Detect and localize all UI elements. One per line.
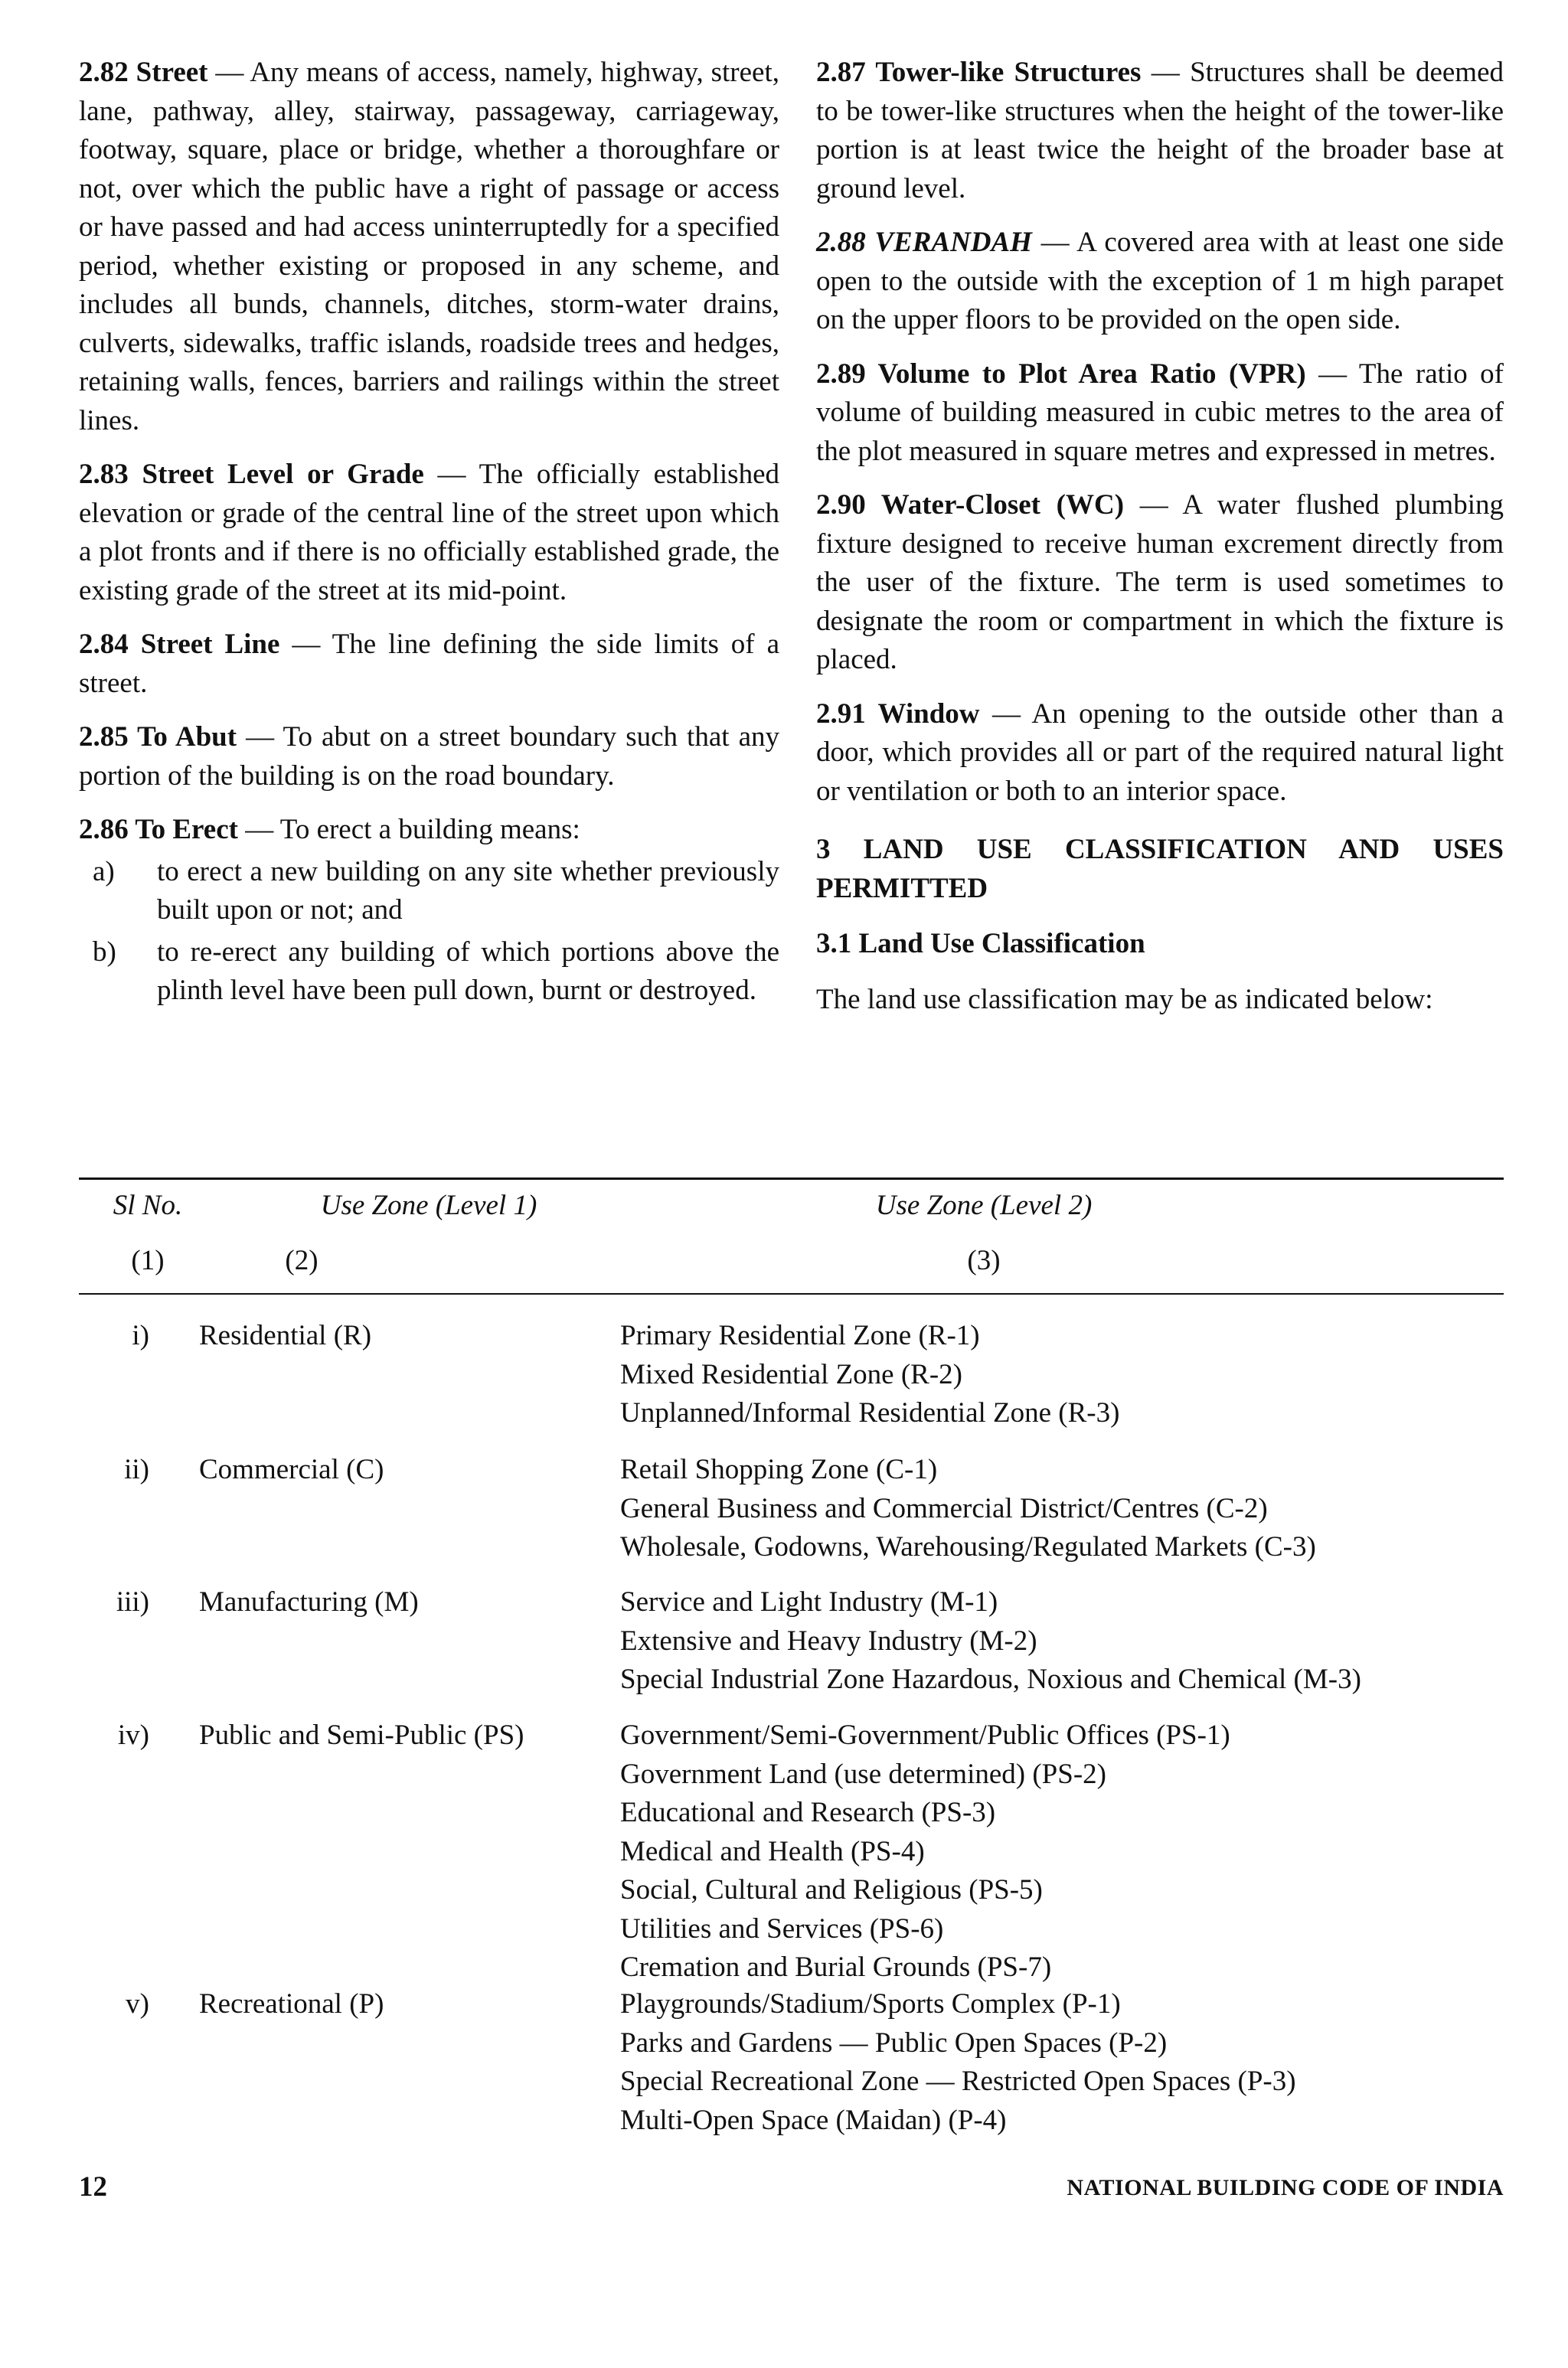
row-level1: Recreational (P) <box>199 1988 384 2020</box>
column-number: (1) <box>131 1245 165 1276</box>
clause-text: — To erect a building means: <box>237 814 580 845</box>
clause-2-91 <box>816 695 1504 812</box>
clause-term: 2.90 Water-Closet (WC) <box>816 489 1125 521</box>
level2-item: Extensive and Heavy Industry (M-2) <box>620 1625 1037 1657</box>
list-marker: b) <box>93 936 116 968</box>
clause-2-90 <box>816 486 1504 680</box>
row-level2 <box>620 1716 1504 1987</box>
clause-text: — A covered area with at least one side open to the outside with the exception of 1 m high parapet on the upper floors to be provided on the open side. <box>816 227 1504 335</box>
row-level2 <box>620 1583 1504 1700</box>
table-top-rule <box>79 1177 1504 1180</box>
clause-2-84 <box>79 625 779 703</box>
list-item <box>79 853 779 930</box>
level2-item: Retail Shopping Zone (C-1) <box>620 1454 938 1485</box>
clause-2-83 <box>79 456 779 610</box>
row-sl-no: iv) <box>117 1720 149 1751</box>
clause-2-85 <box>79 718 779 795</box>
clause-term: 2.89 Volume to Plot Area Ratio (VPR) <box>816 358 1306 390</box>
row-level1: Commercial (C) <box>199 1454 384 1485</box>
left-column <box>79 54 779 1014</box>
row-level2 <box>620 1985 1504 2140</box>
subsection-heading: 3.1 Land Use Classification <box>816 928 1145 959</box>
clause-2-86 <box>79 811 779 850</box>
level2-item: Parks and Gardens — Public Open Spaces (P-2) <box>620 2027 1168 2059</box>
row-level1: Manufacturing (M) <box>199 1586 419 1618</box>
row-sl-no: ii) <box>124 1454 149 1485</box>
level2-item: Special Industrial Zone Hazardous, Noxious and Chemical (M-3) <box>620 1664 1361 1695</box>
right-column <box>816 54 1504 1034</box>
level2-item: Educational and Research (PS-3) <box>620 1797 996 1828</box>
level2-item: Wholesale, Godowns, Warehousing/Regulated Markets (C-3) <box>620 1531 1316 1563</box>
row-sl-no: i) <box>132 1320 149 1351</box>
clause-text: — To abut on a street boundary such that any portion of the building is on the road boundary. <box>79 721 779 792</box>
table-intro: The land use classification may be as indicated below: <box>816 983 1433 1015</box>
clause-text: — Structures shall be deemed to be tower-like structures when the height of the tower-like portion is at least twice the height of the broader base at ground level. <box>816 57 1504 204</box>
level2-item: Government/Semi-Government/Public Offices (PS-1) <box>620 1720 1230 1751</box>
land-use-table <box>79 1187 1504 2136</box>
list-item <box>79 933 779 1011</box>
level2-item: Multi-Open Space (Maidan) (P-4) <box>620 2104 1007 2136</box>
row-level2 <box>620 1317 1504 1433</box>
clause-term: 2.91 Window <box>816 697 980 730</box>
clause-2-89 <box>816 355 1504 472</box>
clause-text: — The line defining the side limits of a street. <box>79 629 779 699</box>
page-footer <box>79 2170 1504 2216</box>
clause-term: 2.83 Street Level or Grade <box>79 459 424 490</box>
header-sl-no: Sl No. <box>113 1190 183 1221</box>
level2-item: Cremation and Burial Grounds (PS-7) <box>620 1952 1052 1983</box>
column-number: (3) <box>967 1245 1001 1276</box>
row-level1: Public and Semi-Public (PS) <box>199 1720 524 1751</box>
column-number: (2) <box>285 1245 318 1276</box>
section-heading: 3 LAND USE CLASSIFICATION AND USES PERMITTED <box>816 834 1504 904</box>
clause-term: 2.82 Street <box>79 57 208 88</box>
level2-item: Unplanned/Informal Residential Zone (R-3) <box>620 1397 1120 1429</box>
header-use-zone-level-2: Use Zone (Level 2) <box>875 1190 1093 1221</box>
clause-2-88 <box>816 224 1504 340</box>
clause-text: — The ratio of volume of building measured in cubic metres to the area of the plot measured in square metres and expressed in metres. <box>816 358 1504 467</box>
list-text: to re-erect any building of which portions above the plinth level have been pull down, burnt or destroyed. <box>157 936 779 1006</box>
clause-term: 2.88 VERANDAH <box>816 227 1032 258</box>
level2-item: General Business and Commercial District/Centres (C-2) <box>620 1492 1268 1524</box>
level2-item: Special Recreational Zone — Restricted Open Spaces (P-3) <box>620 2066 1296 2097</box>
row-level1: Residential (R) <box>199 1320 372 1351</box>
level2-item: Medical and Health (PS-4) <box>620 1835 925 1867</box>
level2-item: Utilities and Services (PS-6) <box>620 1912 944 1945</box>
header-use-zone-level-1: Use Zone (Level 1) <box>320 1190 537 1221</box>
clause-2-87 <box>816 54 1504 208</box>
clause-term: 2.84 Street Line <box>79 629 280 660</box>
level2-item: Mixed Residential Zone (R-2) <box>620 1358 962 1390</box>
level2-item: Social, Cultural and Religious (PS-5) <box>620 1874 1043 1906</box>
clause-2-82 <box>79 54 779 440</box>
level2-item: Service and Light Industry (M-1) <box>620 1586 998 1618</box>
list-text: to erect a new building on any site whether previously built upon or not; and <box>157 855 779 926</box>
clause-term: 2.86 To Erect <box>79 814 238 845</box>
row-sl-no: iii) <box>116 1586 149 1618</box>
level2-item: Primary Residential Zone (R-1) <box>620 1320 980 1351</box>
clause-text: — Any means of access, namely, highway, street, lane, pathway, alley, stairway, passageway, carriageway, footway, square, place or bridge, whether a thoroughfare or not, over which the public have a right of passage or access or have passed and had access uninterruptedly for a specified period, whether existing or proposed in any scheme, and includes all bunds, channels, ditches, storm-water drains, culverts, sidewalks, traffic islands, roadside trees and hedges, retaining walls, fences, barriers and railings within the street lines. <box>79 57 780 436</box>
row-level2 <box>620 1451 1504 1567</box>
level2-item: Playgrounds/Stadium/Sports Complex (P-1) <box>620 1988 1121 2020</box>
clause-text: — The officially established elevation or grade of the central line of the street upon which a plot fronts and if there is no officially established grade, the existing grade of the street at its mid-point. <box>79 459 779 606</box>
level2-item: Government Land (use determined) (PS-2) <box>620 1758 1106 1790</box>
row-sl-no: v) <box>126 1988 149 2020</box>
clause-text: — A water flushed plumbing fixture designed to receive human excrement directly from the user of the fixture. The term is used sometimes to designate the room or compartment in which the fixture is placed. <box>816 489 1504 675</box>
page-number: 12 <box>79 2171 107 2203</box>
clause-term: 2.87 Tower-like Structures <box>816 57 1142 88</box>
list-marker: a) <box>93 855 115 887</box>
clause-text: — An opening to the outside other than a door, which provides all or part of the required natural light or ventilation or both to an interior space. <box>816 697 1504 807</box>
clause-term: 2.85 To Abut <box>79 721 237 753</box>
running-title: NATIONAL BUILDING CODE OF INDIA <box>1067 2175 1504 2200</box>
